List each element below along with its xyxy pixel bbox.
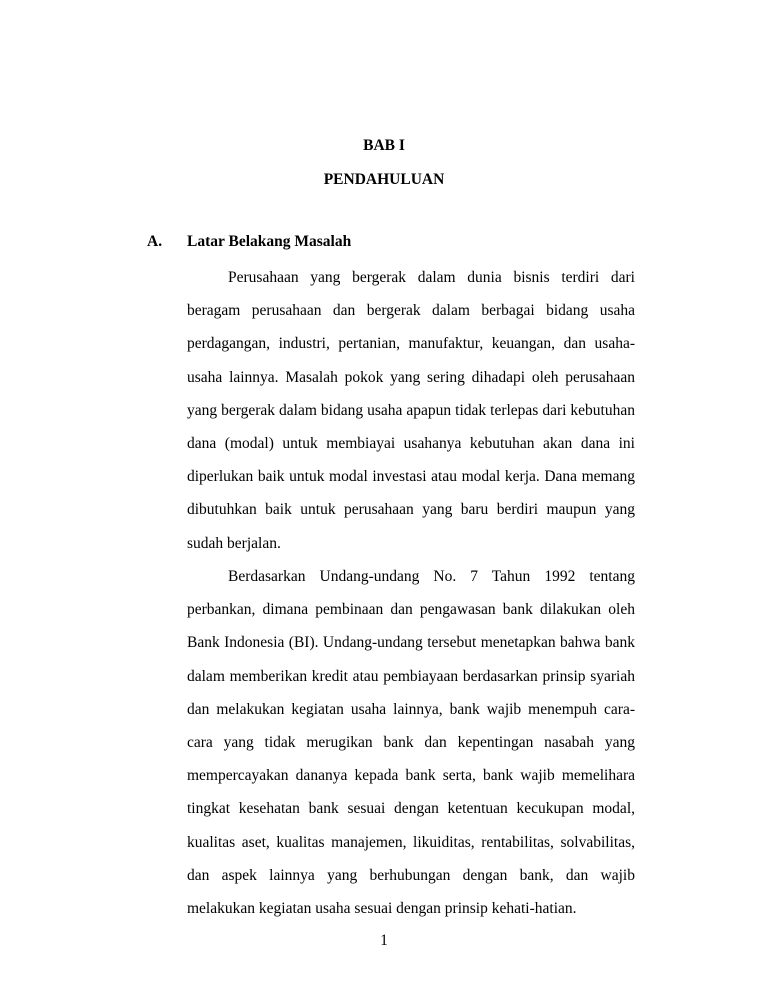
section-marker: A.: [147, 233, 163, 250]
paragraph-text: Berdasarkan Undang-undang No. 7 Tahun 1992 tentang perbankan, dimana pembinaan dan pengawasan bank dilakukan oleh Bank Indonesia (BI). Undang-undang tersebut menetapkan bahwa bank dalam memberikan kredit atau pembiayaan berdasarkan prinsip syariah dan melakukan kegiatan usaha lainnya, bank wajib menempuh cara-cara yang tidak merugikan bank dan kepentingan nasabah yang mempercayakan dananya kepada bank serta, bank wajib memelihara tingkat kesehatan bank sesuai dengan ketentuan kecukupan modal, kualitas aset, kualitas manajemen, likuiditas, rentabilitas, solvabilitas, dan aspek lainnya yang berhubungan dengan bank, dan wajib melakukan kegiatan usaha sesuai dengan prinsip kehati-hatian.: [187, 568, 635, 918]
chapter-title: PENDAHULUAN: [323, 171, 445, 188]
page-number: 1: [380, 932, 388, 949]
paragraph-text: Perusahaan yang bergerak dalam dunia bisnis terdiri dari beragam perusahaan dan bergerak dalam berbagai bidang usaha perdagangan, industri, pertanian, manufaktur, keuangan, dan usaha-usaha lainnya. Masalah pokok yang sering dihadapi oleh perusahaan yang bergerak dalam bidang usaha apapun tidak terlepas dari kebutuhan dana (modal) untuk membiayai usahanya kebutuhan akan dana ini diperlukan baik untuk modal investasi atau modal kerja. Dana memang dibutuhkan baik untuk perusahaan yang baru berdiri maupun yang sudah berjalan.: [187, 269, 635, 552]
body-paragraph: [187, 560, 635, 925]
chapter-number: BAB I: [363, 137, 405, 154]
section-heading: [147, 232, 351, 252]
section-title: Latar Belakang Masalah: [187, 233, 352, 250]
body-paragraph: [187, 261, 635, 560]
